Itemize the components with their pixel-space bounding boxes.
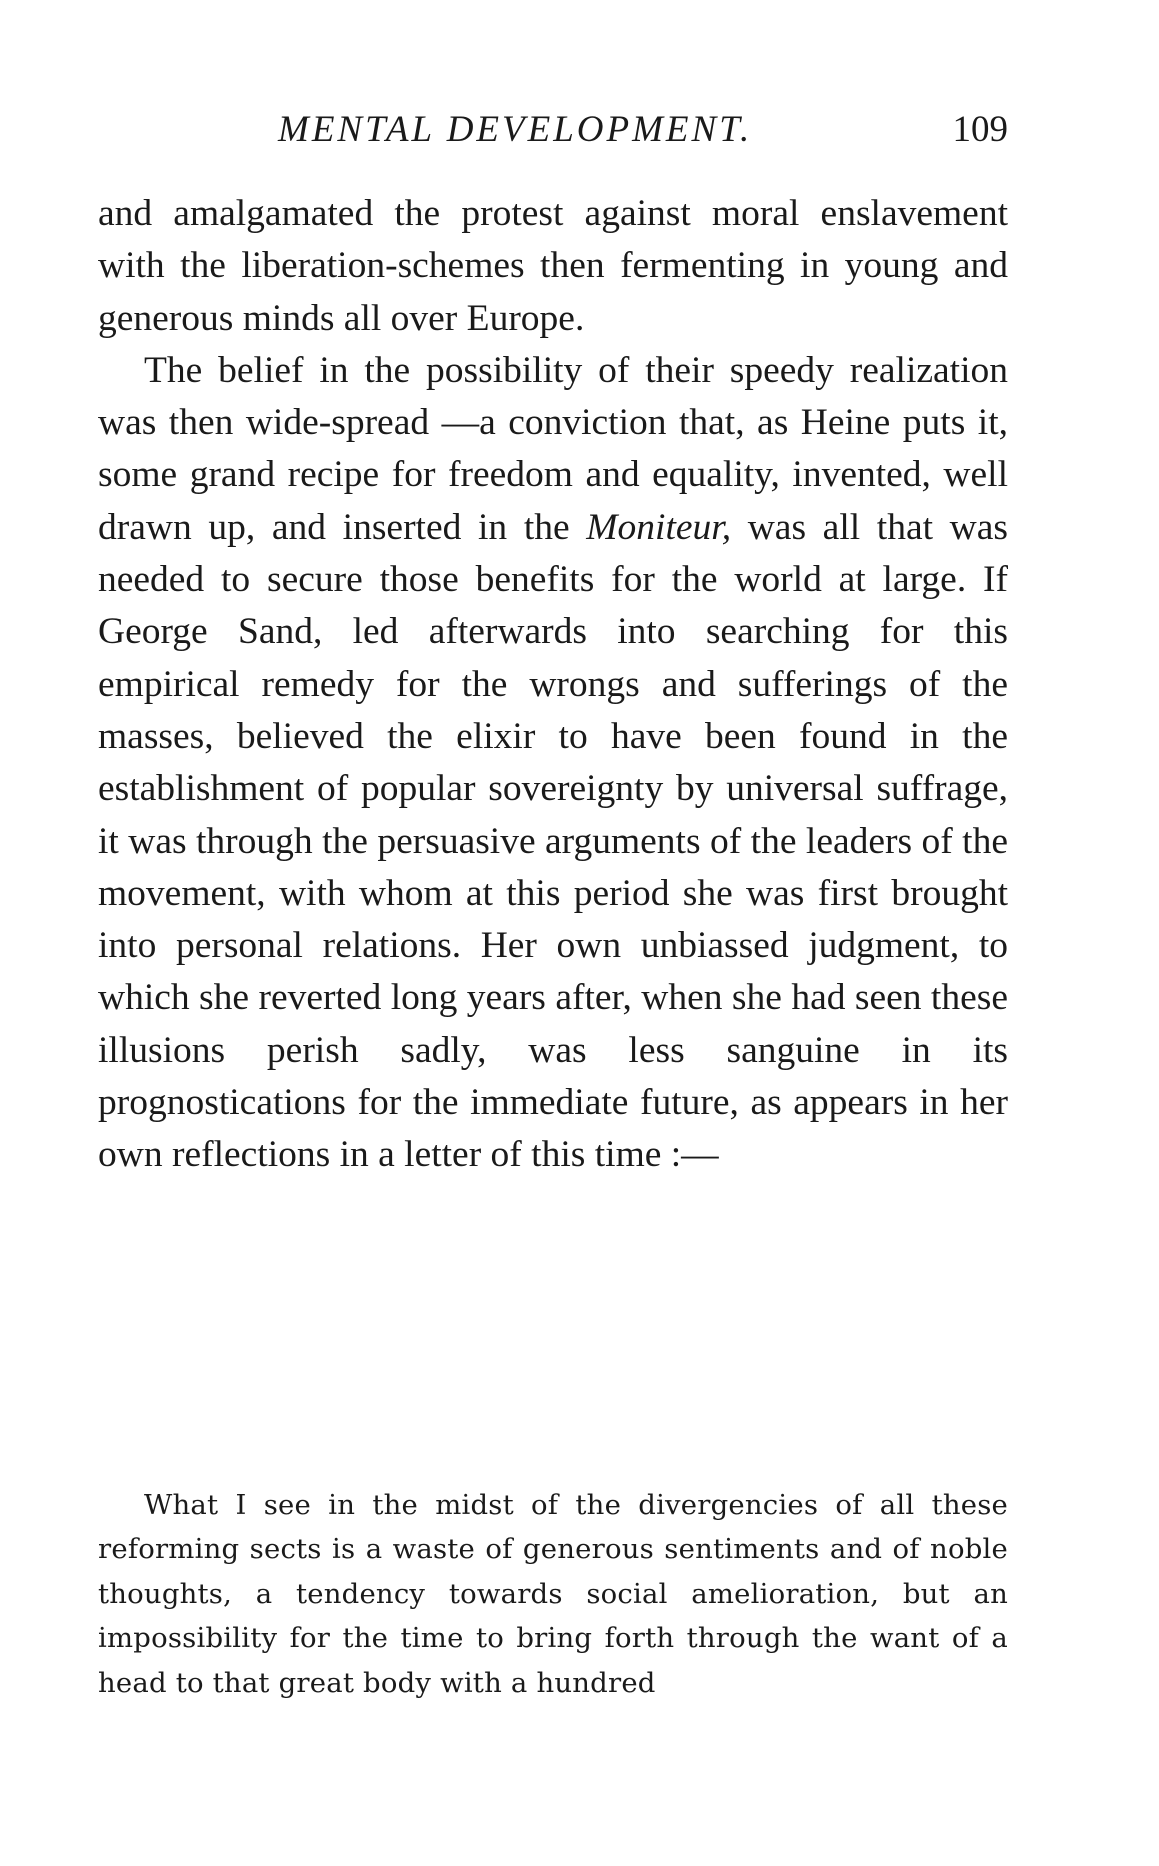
moniteur-title: Moniteur, xyxy=(586,506,732,548)
running-title: MENTAL DEVELOPMENT. xyxy=(278,109,753,150)
body-text xyxy=(98,188,1008,1182)
paragraph-continued: and amalgamated the protest against moral enslavement with the liberation-schemes then fermenting in young and generous minds all over Europe. xyxy=(98,193,1008,339)
paragraph-text-end: was all that was needed to secure those benefits for the world at large. If George Sand, led afterwards into searching for this empirical remedy for the wrongs and sufferings of the masses, believed the elixir to have been found in the establishment of popular sovereignty by universal suffrage, it was through the persuasive arguments of the leaders of the movement, with whom at this period she was first brought into personal relations. Her own unbiassed judgment, to which she reverted long years after, when she had seen these illusions perish sadly, was less sanguine in its prognostications for the immediate future, as appears in her own reflections in a letter of this time :— xyxy=(98,506,1008,1176)
page-number: 109 xyxy=(952,109,1008,150)
paragraph-belief xyxy=(98,345,1008,1182)
running-head xyxy=(98,108,1008,158)
paragraph-text-start: The belief in the possibility of their speedy realization was then wide-spread —a conviction that, as Heine puts it, some grand recipe for freedom and equality, invented, well drawn up, and inserted in the xyxy=(98,349,1008,548)
block-quote xyxy=(98,1483,1008,1705)
quote-text: What I see in the midst of the divergencies of all these reforming sects is a waste of generous sentiments and of noble thoughts, a tendency towards social amelioration, but an impossibility for the time to bring forth through the want of a head to that great body with a hundred xyxy=(98,1489,1008,1699)
